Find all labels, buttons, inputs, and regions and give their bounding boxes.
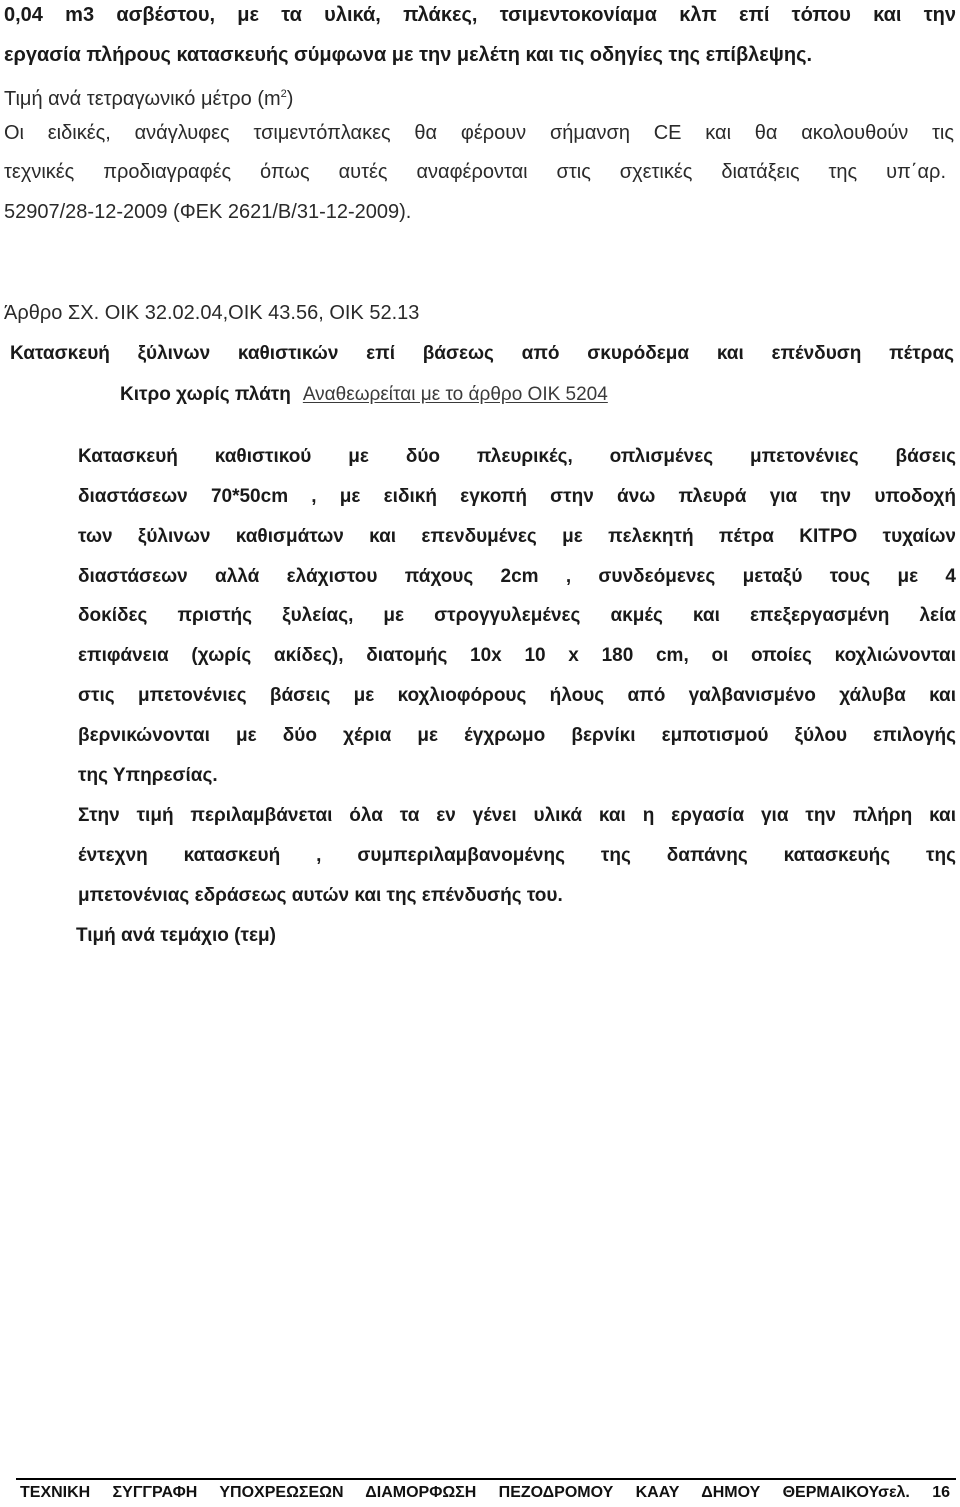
description-line-11: έντεχνη κατασκευή , συμπεριλαμβανομένης της δαπάνης κατασκευής της [78, 845, 956, 866]
description-line-7: στις μπετονένιες βάσεις με κοχλιοφόρους ήλους από γαλβανισμένο χάλυβα και [78, 685, 956, 706]
description-line-10: Στην τιμή περιλαμβάνεται όλα τα εν γένει υλικά και η εργασία για την πλήρη και [78, 805, 956, 826]
description-line-8: βερνικώνονται με δύο χέρια με έγχρωμο βερνίκι εμποτισμού ξύλου επιλογής [78, 725, 956, 746]
article-heading: Άρθρο ΣΧ. ΟΙΚ 32.02.04,ΟΙΚ 43.56, ΟΙΚ 52.13 [4, 302, 420, 324]
upper-price-unit-superscript: 2 [280, 88, 287, 100]
description-line-5: δοκίδες πριστής ξυλείας, με στρογγυλεμένες ακμές και επεξεργασμένη λεία [78, 605, 956, 626]
page-footer: ΤΕΧΝΙΚΗ ΣΥΓΓΡΑΦΗ ΥΠΟΧΡΕΩΣΕΩΝ ΔΙΑΜΟΡΦΩΣΗ ΠΕΖΟΔΡΟΜΟΥ ΚΑΑΥ ΔΗΜΟΥ ΘΕΡΜΑΙΚΟΥσελ. 16 [20, 1484, 950, 1501]
description-line-3: των ξύλινων καθισμάτων και επενδυμένες με πελεκητή πέτρα ΚΙΤΡΟ τυχαίων [78, 526, 956, 547]
upper-line-5: τεχνικές προδιαγραφές όπως αυτές αναφέρονται στις σχετικές διατάξεις της υπ΄αρ. [4, 161, 946, 183]
description-line-6: επιφάνεια (χωρίς ακίδες), διατομής 10x 10 x 180 cm, οι οποίες κοχλιώνονται [78, 645, 956, 666]
upper-price-unit-close: ) [286, 88, 294, 110]
upper-line-1: 0,04 m3 ασβέστου, με τα υλικά, πλάκες, τσιμεντοκονίαμα κλπ επί τόπου και την [4, 4, 956, 26]
article-title: Κατασκευή ξύλινων καθιστικών επί βάσεως από σκυρόδεμα και επένδυση πέτρας [10, 343, 954, 364]
description-line-2: διαστάσεων 70*50cm , με ειδική εγκοπή στην άνω πλευρά για την υποδοχή [78, 486, 956, 507]
upper-line-6: 52907/28-12-2009 (ΦΕΚ 2621/Β/31-12-2009). [4, 201, 412, 223]
upper-line-4: Οι ειδικές, ανάγλυφες τσιμεντόπλακες θα φέρουν σήμανση CE και θα ακολουθούν τις [4, 122, 954, 144]
upper-price-unit [4, 82, 293, 111]
description-line-1: Κατασκευή καθιστικού με δύο πλευρικές, οπλισμένες μπετονένιες βάσεις [78, 446, 956, 467]
article-subtitle: Κιτρο χωρίς πλάτη [120, 384, 291, 405]
description-line-4: διαστάσεων αλλά ελάχιστου πάχους 2cm , συνδεόμενες μεταξύ τους με 4 [78, 566, 956, 587]
upper-price-unit-text: Τιμή ανά τετραγωνικό μέτρο (m [4, 88, 281, 110]
revision-note: Αναθεωρείται με το άρθρο ΟΙΚ 5204 [302, 384, 608, 405]
description-line-9: της Υπηρεσίας. [78, 765, 218, 786]
description-line-12: μπετονένιας εδράσεως αυτών και της επένδυσής του. [78, 885, 563, 906]
price-unit: Τιμή ανά τεμάχιο (τεμ) [76, 925, 276, 946]
upper-line-2: εργασία πλήρους κατασκευής σύμφωνα με την μελέτη και τις οδηγίες της επίβλεψης. [4, 44, 813, 66]
article-subtitle-row [120, 383, 608, 407]
footer-divider [16, 1478, 956, 1480]
